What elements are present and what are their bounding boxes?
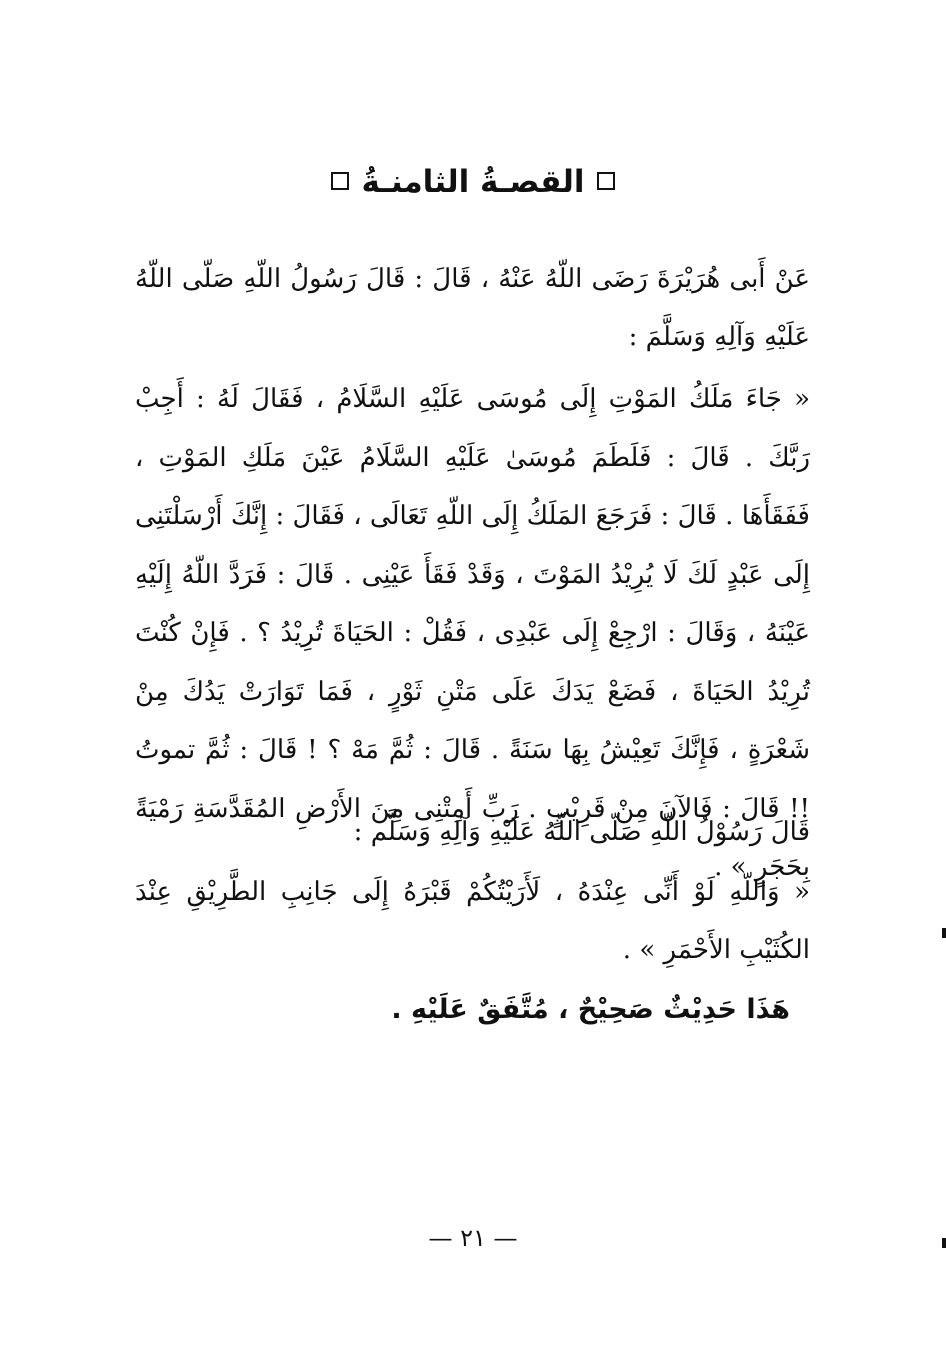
oath-paragraph: « وَاللّهِ لَوْ أَنِّى عِنْدَهُ ، لَأَرَيْتُكُمْ قَبْرَهُ إِلَى جَانِبِ الطَّرِيْقِ عِنْدَ الكُثَيْبِ الأَحْمَرِ » . [135, 877, 810, 965]
page-number: — ٢١ — [428, 1224, 518, 1252]
intro-paragraph: عَنْ أَبى هُرَيْرَةَ رَضَى اللّهُ عَنْهُ ، قَالَ : قَالَ رَسُولُ اللّهِ صَلّى اللّهُ عَلَيْهِ وَآلِهِ وَسَلَّمَ : [135, 264, 810, 352]
hadith-paragraph: « جَاءَ مَلَكُ المَوْتِ إِلَى مُوسَى عَلَيْهِ السَّلَامُ ، فَقَالَ لَهُ : أَجِبْ رَبَّكَ . قَالَ : فَلَطَمَ مُوسَىٰ عَلَيْهِ السَّلَامُ عَيْنَ مَلَكِ المَوْتِ ، فَفَقَأَهَا . قَالَ : فَرَجَعَ المَلَكُ إِلَى اللّهِ تَعَالَى ، فَقَالَ : إِنَّكَ أَرْسَلْتَنِى إِلَى عَبْدٍ لَكَ لَا يُرِيْدُ المَوْتَ ، وَقَدْ فَقَأَ عَيْنِى . قَالَ : فَرَدَّ اللّهُ إِلَيْهِ عَيْنَهُ ، وَقَالَ : ارْجِعْ إِلَى عَبْدِى ، فَقُلْ : الحَيَاةَ تُرِيْدُ ؟ . فَإِنْ كُنْتَ تُرِيْدُ الحَيَاةَ ، فَضَعْ يَدَكَ عَلَى مَتْنِ ثَوْرٍ ، فَمَا تَوَارَتْ يَدُكَ مِنْ شَعْرَةٍ ، فَإِنَّكَ تَعِيْشُ بِهَا سَنَةً . قَالَ : ثُمَّ مَهْ ؟ ! قَالَ : ثُمَّ تموتُ !! قَالَ : فَالآنَ مِنْ قَرِيْبٍ . رَبِّ أَمِتْنِى مِنَ الأَرْضِ المُقَدَّسَةِ رَمْيَةً بِحَجَرٍ » . [135, 384, 810, 882]
scan-edge-mark [942, 1238, 946, 1248]
box-ornament-right-icon [597, 172, 615, 190]
story-title [0, 160, 946, 204]
story-title-text: القصـةُ الثامنـةُ [361, 164, 585, 200]
prophet-said-paragraph: قَالَ رَسُوْلُ اللّهِ صَلّى اللّهُ عَلَيْهِ وَآلِهِ وَسَلَّم : [353, 817, 810, 847]
box-ornament-left-icon [331, 172, 349, 190]
scan-edge-mark [942, 928, 946, 938]
hadith-verdict: هَذَا حَدِيْثٌ صَحِيْحٌ ، مُتَّفَقٌ عَلَيْهِ . [391, 994, 790, 1025]
